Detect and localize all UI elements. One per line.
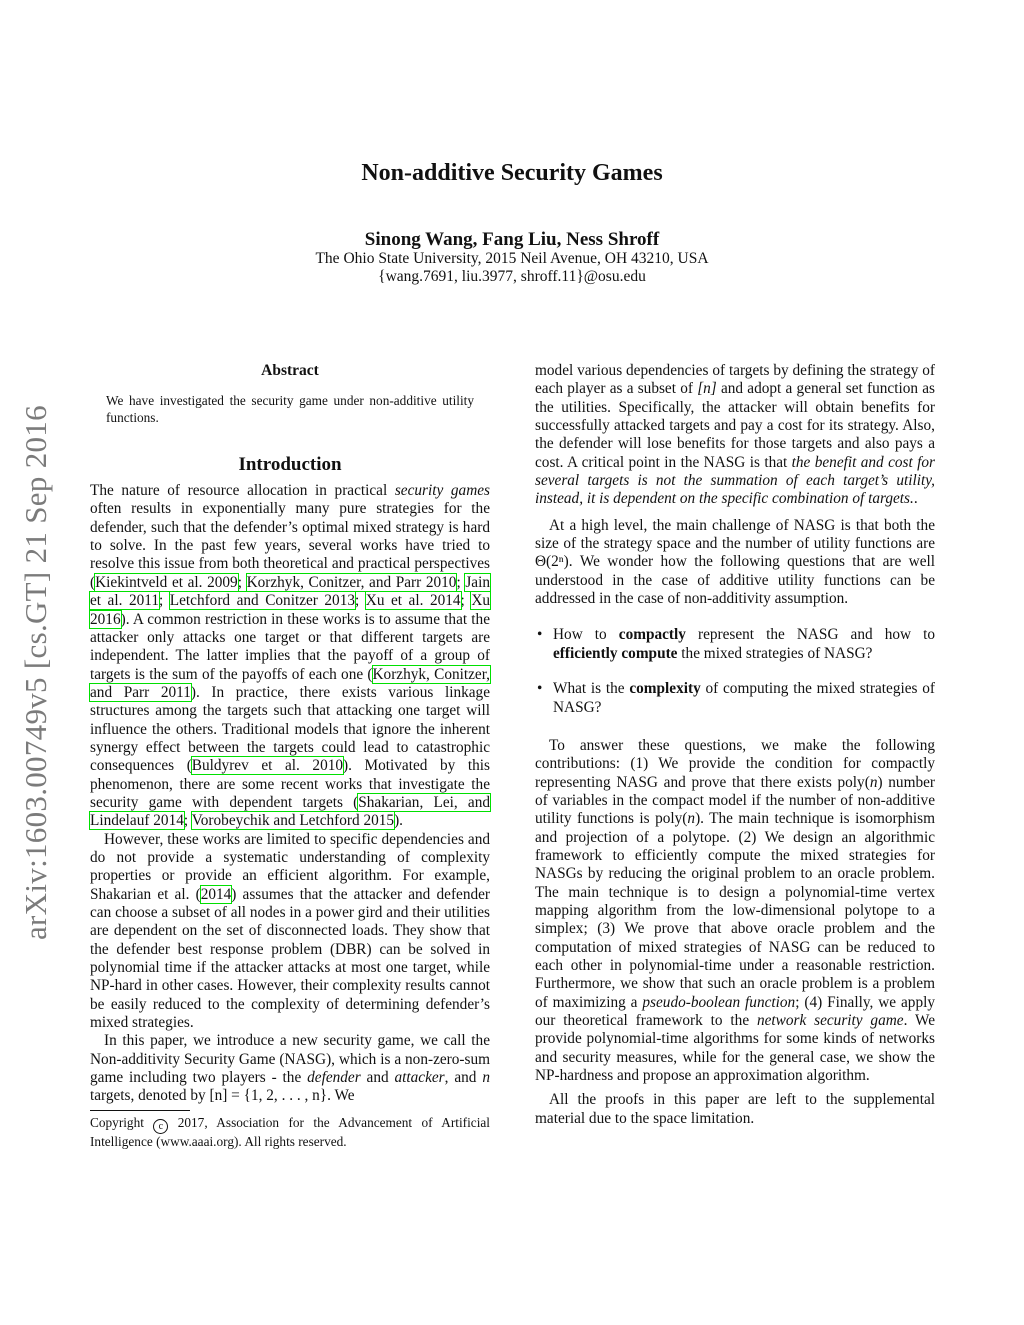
citation-link[interactable]: Xu et al. 2014 — [365, 592, 461, 610]
footnote-rule — [90, 1110, 190, 1111]
bullet-icon: • — [537, 680, 543, 698]
list-item: • How to compactly represent the NASG and how to efficiently compute the mixed strategies of NASG? — [537, 626, 936, 662]
citation-link[interactable]: Shakarian, Lei, and Lindelauf 2014 — [90, 793, 490, 830]
citation-link[interactable]: Korzhyk, Conitzer, and Parr 2010 — [246, 573, 457, 591]
paper-title: Non-additive Security Games — [361, 160, 663, 186]
citation-link[interactable]: Xu 2016 — [90, 592, 491, 628]
copyright-footnote: Copyright c 2017, Association for the Advancement of Artificial Intelligence (www.aaai.org). All rights reserved. — [90, 1114, 490, 1149]
right-paragraph-3: To answer these questions, we make the following contributions: (1) We provide the condition for compactly representing NASG and prove that there exists poly(n) number of variables in the compact model if the number of non-additive utility functions is poly(n). The main technique is isomorphism and projection of a polytope. (2) We design an algorithmic framework to efficiently compute the mixed strategies for NASGs by reducing the original problem to an oracle problem. The main technique is to design a polynomial-time vertex mapping algorithm from the low-dimensional polytope to a simplex; (3) We prove that above oracle problem and the computation of mixed strategies of NASG can be reduced to each other in polynomial-time under a reasonable restriction. Furthermore, we show that such an oracle problem is a problem of maximizing a pseudo-boolean function; (4) Finally, we apply our theoretical framework to the network security game. We provide polynomial-time algorithms for some kinds of networks and security measures, while for the general case, we show the NP-hardness and propose an approximation algorithm. — [535, 736, 936, 1085]
author-list: Sinong Wang, Fang Liu, Ness Shroff — [364, 229, 660, 250]
affiliation: The Ohio State University, 2015 Neil Avenue, OH 43210, USA — [315, 250, 709, 267]
copyright-icon: c — [153, 1119, 168, 1134]
abstract-body: We have investigated the security game under non-additive utility functions. — [106, 393, 474, 425]
citation-link[interactable]: 2014 — [200, 885, 232, 903]
abstract-heading: Abstract — [261, 362, 319, 379]
right-paragraph-4: All the proofs in this paper are left to the supplemental material due to the space limitation. — [535, 1091, 935, 1127]
bullet-icon: • — [537, 626, 543, 644]
emails: {wang.7691, liu.3977, shroff.11}@osu.edu — [378, 268, 646, 285]
intro-paragraph-2: However, these works are limited to specific dependencies and do not provide a systematic understanding of complexity properties or provide an efficient algorithm. For example, Shakarian et al. (2014) assumes that the attacker and defender can choose a subset of all nodes in a power gird and their utilities are dependent on the set of disconnected loads. They show that the defender best response problem (DBR) can be solved in polynomial time if the attacker attacks at most one target, while NP-hard in other cases. However, their complexity results cannot be easily reduced to the complexity of determining defender’s mixed strategies. — [90, 830, 491, 1032]
introduction-heading: Introduction — [238, 453, 342, 475]
citation-link[interactable]: Korzhyk, Conitzer, and Parr 2011 — [90, 665, 490, 701]
intro-paragraph-1: The nature of resource allocation in practical security games often results in exponentially many pure strategies for the defender, such that the defender’s optimal mixed strategy is hard to solve. In the past few years, several works have tried to resolve this issue from both theoretical and practical perspectives (Kiekintveld et al. 2009; Korzhyk, Conitzer, and Parr 2010; Jain et al. 2011; Letchford and Conitzer 2013; Xu et al. 2014; Xu 2016). A common restriction in these works is to assume that the attacker only attacks one target or that different targets are independent. The latter implies that the payoff of a group of targets is the sum of the payoffs of each one (Korzhyk, Conitzer, and Parr 2011). In practice, there exists various linkage structures among the targets such that attacking one target will influence the others. Traditional models that ignore the inherent synergy effect between the targets could lead to catastrophic consequences (Buldyrev et al. 2010). Motivated by this phenomenon, there are some recent works that investigate the security game with dependent targets (Shakarian, Lei, and Lindelauf 2014; Vorobeychik and Letchford 2015). — [90, 482, 491, 830]
left-column — [90, 362, 490, 1150]
right-column — [535, 362, 935, 1128]
intro-paragraph-3: In this paper, we introduce a new security game, we call the Non-additivity Security Game (NASG), which is a non-zero-sum game including two players - the defender and attacker, and n targets, denoted by [n] = {1, 2, . . . , n}. We — [90, 1032, 490, 1105]
citation-link[interactable]: Buldyrev et al. 2010 — [191, 757, 344, 775]
citation-link[interactable]: Vorobeychik and Letchford 2015 — [191, 812, 395, 830]
right-paragraph-1: model various dependencies of targets by defining the strategy of each player as a subset of [n] and adopt a general set function as the utilities. Specifically, the attacker will obtain benefits for successfully attacked targets and pay a cost for its strategy. Also, the defender will lose benefits for those targets and also pays a cost. A critical point in the NASG is that the benefit and cost for several targets is not the summation of each target’s utility, instead, it is dependent on the specific combination of targets.. — [535, 362, 935, 508]
citation-link[interactable]: Letchford and Conitzer 2013 — [169, 592, 355, 610]
affiliation-block — [0, 250, 1024, 286]
citation-link[interactable]: Jain et al. 2011 — [90, 573, 490, 610]
right-paragraph-2: At a high level, the main challenge of NASG is that both the size of the strategy space and the number of utility functions are Θ(2ⁿ). We wonder how the following questions that are well understood in the case of additive utility functions can be addressed in the case of non-additivity assumption. — [535, 516, 935, 608]
question-list — [535, 626, 935, 716]
math-set: [n] = {1, 2, . . . , n} — [209, 1087, 328, 1105]
arxiv-identifier: arXiv:1603.00749v5 [cs.GT] 21 Sep 2016 — [18, 405, 53, 940]
list-item: • What is the complexity of computing the mixed strategies of NASG? — [537, 680, 935, 716]
citation-link[interactable]: Kiekintveld et al. 2009 — [95, 573, 238, 591]
